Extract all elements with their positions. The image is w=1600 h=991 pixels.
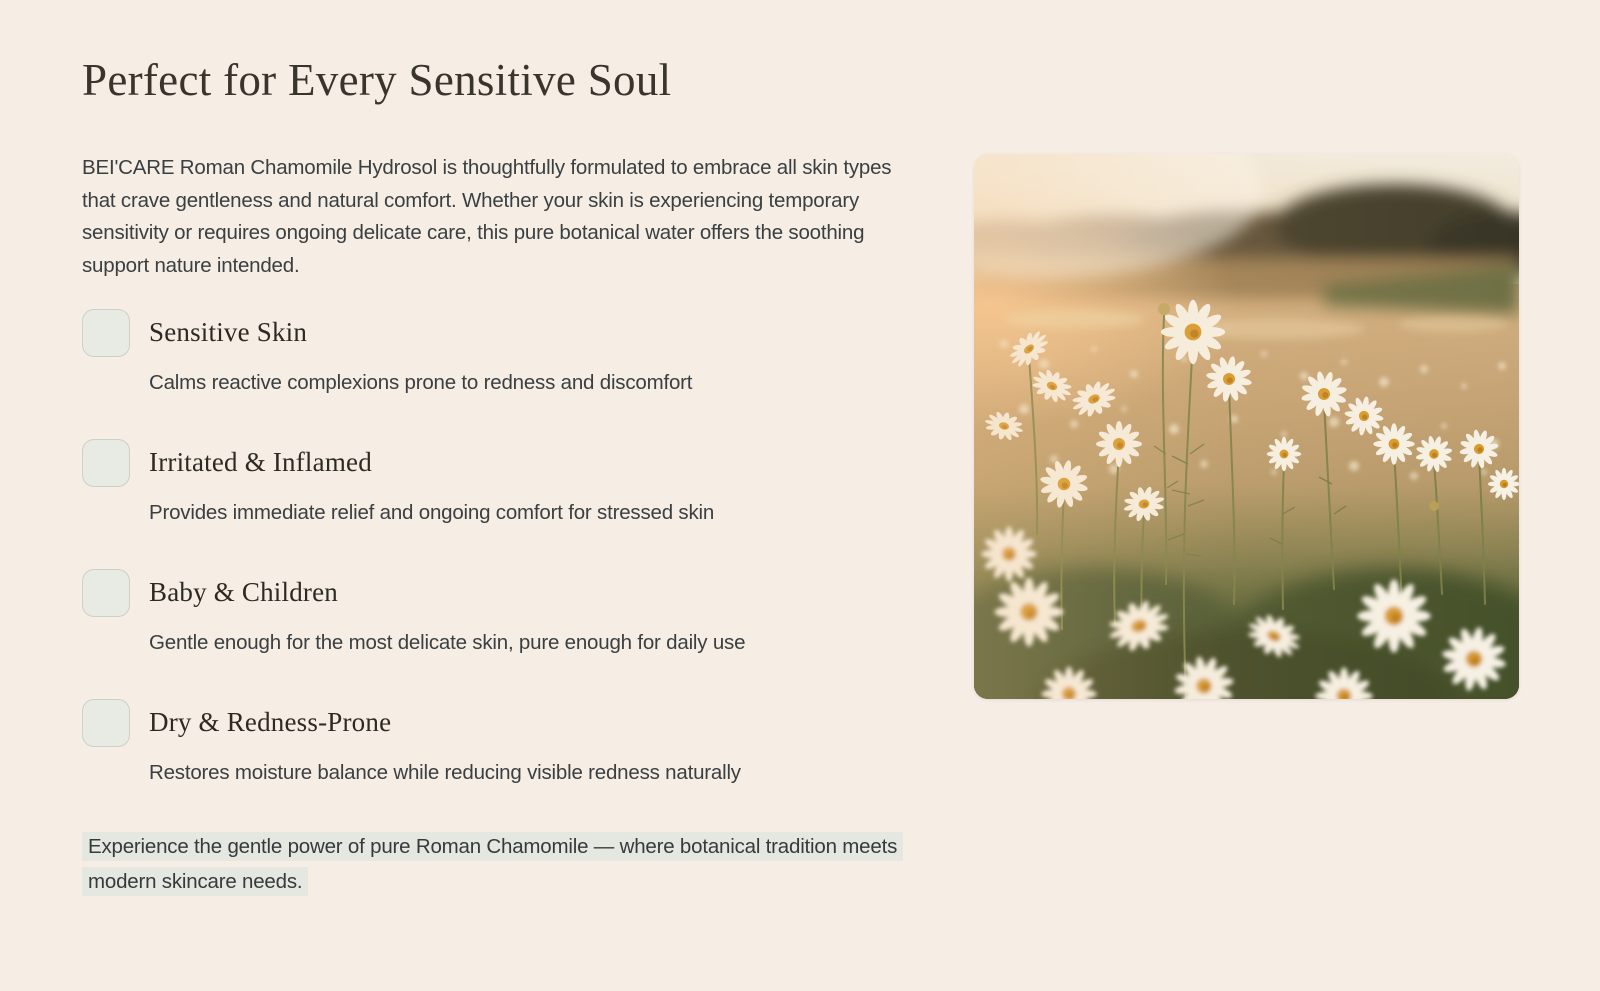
skin-type-description: Restores moisture balance while reducing visible redness naturally xyxy=(149,761,741,785)
chamomile-field-illustration xyxy=(974,154,1519,699)
skin-type-title: Baby & Children xyxy=(149,577,338,608)
highlighted-text: Experience the gentle power of pure Roman Chamomile — where botanical tradition meets modern skincare needs. xyxy=(82,832,903,896)
skin-type-item xyxy=(82,569,938,655)
chamomile-field-photo xyxy=(974,154,1519,699)
skin-type-item xyxy=(82,309,938,395)
content-columns xyxy=(82,152,1518,899)
skin-type-checkbox[interactable] xyxy=(82,439,130,487)
text-column xyxy=(82,152,938,899)
skin-type-description: Provides immediate relief and ongoing comfort for stressed skin xyxy=(149,501,715,525)
skin-type-description: Calms reactive complexions prone to redness and discomfort xyxy=(149,371,693,395)
skin-type-checkbox[interactable] xyxy=(82,569,130,617)
skin-type-checkbox[interactable] xyxy=(82,699,130,747)
skin-type-title: Irritated & Inflamed xyxy=(149,447,372,478)
skin-type-item xyxy=(82,699,938,785)
page-title: Perfect for Every Sensitive Soul xyxy=(82,55,672,105)
intro-paragraph: BEI'CARE Roman Chamomile Hydrosol is thoughtfully formulated to embrace all skin types that crave gentleness and natural comfort. Whether your skin is experiencing temporary sensitivity or requires ongoing delicate care, this pure botanical water offers the soothing support nature intended. xyxy=(82,156,892,277)
skin-type-title: Sensitive Skin xyxy=(149,317,308,348)
skin-type-title: Dry & Redness-Prone xyxy=(149,707,392,738)
skin-type-item xyxy=(82,439,938,525)
skin-type-checkbox[interactable] xyxy=(82,309,130,357)
closing-statement xyxy=(82,829,932,899)
skin-type-description: Gentle enough for the most delicate skin, pure enough for daily use xyxy=(149,631,746,655)
